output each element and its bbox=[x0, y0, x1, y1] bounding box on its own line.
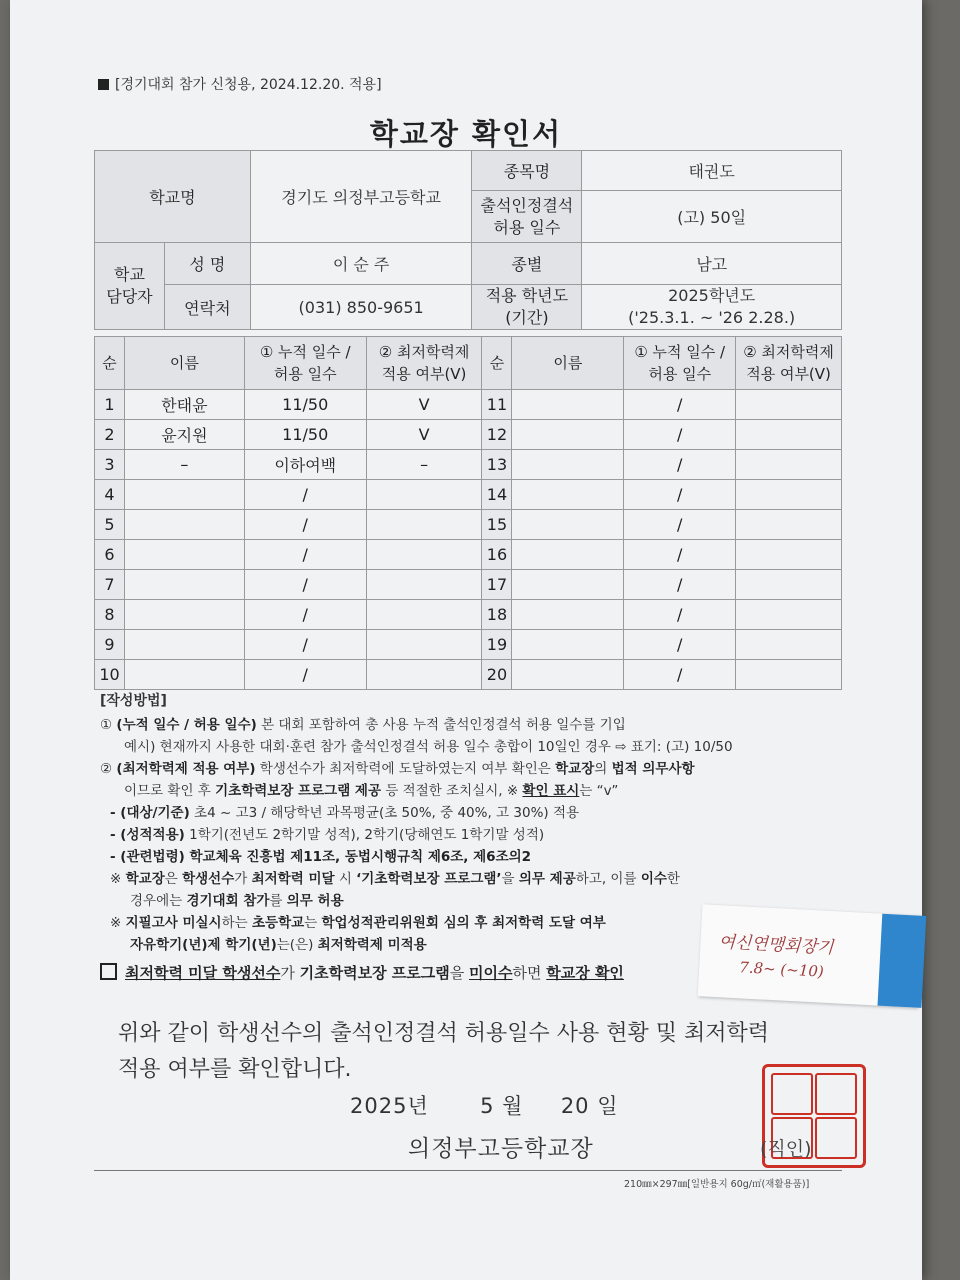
row-no-cell: 16 bbox=[482, 540, 512, 570]
days-cell: 이하여백 bbox=[244, 450, 366, 480]
school-value: 경기도 의정부고등학교 bbox=[250, 151, 472, 243]
issue-date bbox=[350, 1090, 619, 1120]
plus-box-icon bbox=[100, 963, 117, 980]
days-cell: 11/50 bbox=[244, 390, 366, 420]
min-achievement-cell bbox=[736, 660, 842, 690]
col-no-left: 순 bbox=[95, 337, 125, 390]
notice-line: 최저학력 미달 학생선수가 기초학력보장 프로그램을 미이수하면 학교장 확인 bbox=[100, 962, 860, 984]
seal-label: (직인) bbox=[760, 1138, 812, 1160]
year-value: 2025학년도 ('25.3.1. ~ '26 2.28.) bbox=[582, 285, 842, 330]
table-row bbox=[95, 570, 842, 600]
col-name-left: 이름 bbox=[124, 337, 244, 390]
document-page bbox=[10, 0, 922, 1280]
min-achievement-cell bbox=[366, 660, 482, 690]
col-min-left: ② 최저학력제 적용 여부(V) bbox=[366, 337, 482, 390]
instruction-line-1: ① (누적 일수 / 허용 일수) 본 대회 포함하여 총 사용 누적 출석인정결석 허용 일수를 기입 bbox=[100, 717, 626, 733]
student-name-cell bbox=[124, 480, 244, 510]
sticky-note-line-1: 여신연맹회장기 bbox=[718, 932, 834, 959]
table-row bbox=[95, 600, 842, 630]
student-name-cell: 한태윤 bbox=[124, 390, 244, 420]
min-achievement-cell bbox=[736, 600, 842, 630]
student-name-cell bbox=[512, 570, 624, 600]
table-row bbox=[95, 630, 842, 660]
student-name-cell bbox=[512, 420, 624, 450]
manager-label: 학교 담당자 bbox=[95, 243, 165, 330]
attendance-label: 출석인정결석 허용 일수 bbox=[472, 191, 582, 243]
row-no-cell: 2 bbox=[95, 420, 125, 450]
row-no-cell: 15 bbox=[482, 510, 512, 540]
student-name-cell bbox=[512, 450, 624, 480]
table-row bbox=[95, 540, 842, 570]
min-achievement-cell bbox=[366, 600, 482, 630]
row-no-cell: 1 bbox=[95, 390, 125, 420]
student-name-cell bbox=[512, 660, 624, 690]
student-name-cell bbox=[124, 630, 244, 660]
min-achievement-cell: – bbox=[366, 450, 482, 480]
row-no-cell: 14 bbox=[482, 480, 512, 510]
days-cell: / bbox=[244, 480, 366, 510]
instructions-heading: [작성방법] bbox=[100, 693, 167, 709]
row-no-cell: 10 bbox=[95, 660, 125, 690]
student-name-cell: – bbox=[124, 450, 244, 480]
row-no-cell: 13 bbox=[482, 450, 512, 480]
days-cell: / bbox=[624, 390, 736, 420]
row-no-cell: 6 bbox=[95, 540, 125, 570]
days-cell: / bbox=[624, 540, 736, 570]
paper-spec: 210㎜×297㎜[일반용지 60g/㎡(재활용품)] bbox=[624, 1179, 810, 1190]
sport-value: 태권도 bbox=[582, 151, 842, 191]
student-name-cell bbox=[124, 510, 244, 540]
instruction-target: - (대상/기준) 초4 ~ 고3 / 해당학년 과목평균(초 50%, 중 40%, 고 30%) 적용 bbox=[110, 805, 580, 821]
days-cell: / bbox=[624, 480, 736, 510]
date-year: 2025년 bbox=[350, 1094, 429, 1118]
row-no-cell: 3 bbox=[95, 450, 125, 480]
row-no-cell: 20 bbox=[482, 660, 512, 690]
col-days-left: ① 누적 일수 / 허용 일수 bbox=[244, 337, 366, 390]
days-cell: / bbox=[624, 570, 736, 600]
min-achievement-cell bbox=[366, 540, 482, 570]
instruction-line-2-cont: 이므로 확인 후 기초학력보장 프로그램 제공 등 적절한 조치실시, ※ 확인 표시는 “v” bbox=[124, 783, 619, 799]
table-row bbox=[95, 420, 842, 450]
year-label: 적용 학년도 (기간) bbox=[472, 285, 582, 330]
col-name-right: 이름 bbox=[512, 337, 624, 390]
days-cell: / bbox=[244, 510, 366, 540]
col-min-right: ② 최저학력제 적용 여부(V) bbox=[736, 337, 842, 390]
row-no-cell: 12 bbox=[482, 420, 512, 450]
student-name-cell bbox=[124, 660, 244, 690]
instruction-note-2-cont: 자유학기(년)제 학기(년)는(은) 최저학력제 미적용 bbox=[130, 937, 427, 953]
min-achievement-cell bbox=[366, 510, 482, 540]
table-row bbox=[95, 450, 842, 480]
min-achievement-cell bbox=[736, 450, 842, 480]
col-days-right: ① 누적 일수 / 허용 일수 bbox=[624, 337, 736, 390]
days-cell: / bbox=[624, 660, 736, 690]
table-row bbox=[95, 480, 842, 510]
min-achievement-cell bbox=[736, 630, 842, 660]
days-cell: / bbox=[624, 450, 736, 480]
student-name-cell bbox=[512, 630, 624, 660]
date-day: 20 일 bbox=[560, 1094, 619, 1118]
gender-label: 종별 bbox=[472, 243, 582, 285]
header-info-table bbox=[94, 150, 842, 330]
days-cell: 11/50 bbox=[244, 420, 366, 450]
name-value: 이 순 주 bbox=[250, 243, 472, 285]
sticky-note bbox=[698, 904, 923, 1007]
square-bullet-icon bbox=[98, 79, 109, 90]
min-achievement-cell bbox=[366, 630, 482, 660]
sticky-note-tab bbox=[877, 914, 926, 1008]
min-achievement-cell bbox=[736, 420, 842, 450]
contact-value: (031) 850-9651 bbox=[250, 285, 472, 330]
min-achievement-cell bbox=[736, 540, 842, 570]
instruction-example: 예시) 현재까지 사용한 대회·훈련 참가 출석인정결석 허용 일수 총합이 10일인 경우 ⇨ 표기: (고) 10/50 bbox=[124, 739, 733, 755]
min-achievement-cell bbox=[736, 510, 842, 540]
confirmation-statement: 위와 같이 학생선수의 출석인정결석 허용일수 사용 현황 및 최저학력 적용 여부를 확인합니다. bbox=[118, 1021, 770, 1082]
days-cell: / bbox=[244, 660, 366, 690]
form-code: [경기대회 참가 신청용, 2024.12.20. 적용] bbox=[98, 74, 382, 94]
student-roster-table bbox=[94, 336, 842, 690]
row-no-cell: 9 bbox=[95, 630, 125, 660]
contact-label: 연락처 bbox=[164, 285, 250, 330]
date-month: 5 월 bbox=[480, 1094, 524, 1118]
row-no-cell: 5 bbox=[95, 510, 125, 540]
row-no-cell: 8 bbox=[95, 600, 125, 630]
days-cell: / bbox=[624, 600, 736, 630]
min-achievement-cell: V bbox=[366, 420, 482, 450]
student-name-cell bbox=[124, 540, 244, 570]
table-row bbox=[95, 660, 842, 690]
days-cell: / bbox=[244, 570, 366, 600]
days-cell: / bbox=[624, 420, 736, 450]
days-cell: / bbox=[624, 510, 736, 540]
name-label: 성 명 bbox=[164, 243, 250, 285]
min-achievement-cell bbox=[736, 570, 842, 600]
student-name-cell bbox=[512, 480, 624, 510]
instruction-note-2: ※ 지필고사 미실시하는 초등학교는 학업성적관리위원회 심의 후 최저학력 도달 여부 bbox=[110, 915, 606, 931]
row-no-cell: 4 bbox=[95, 480, 125, 510]
table-row bbox=[95, 510, 842, 540]
row-no-cell: 7 bbox=[95, 570, 125, 600]
days-cell: / bbox=[244, 600, 366, 630]
student-name-cell bbox=[124, 600, 244, 630]
attendance-value: (고) 50일 bbox=[582, 191, 842, 243]
student-name-cell bbox=[512, 510, 624, 540]
sticky-note-line-2: 7.8~ (~10) bbox=[738, 958, 825, 981]
document-title: 학교장 확인서 bbox=[369, 117, 563, 151]
bottom-rule bbox=[94, 1170, 842, 1171]
min-achievement-cell bbox=[366, 480, 482, 510]
row-no-cell: 18 bbox=[482, 600, 512, 630]
instruction-note-1: ※ 학교장은 학생선수가 최저학력 미달 시 ‘기초학력보장 프로그램’을 의무 제공하고, 이를 이수한 bbox=[110, 871, 680, 887]
gender-value: 남고 bbox=[582, 243, 842, 285]
school-label: 학교명 bbox=[95, 151, 251, 243]
sport-label: 종목명 bbox=[472, 151, 582, 191]
principal-name: 의정부고등학교장 bbox=[408, 1136, 594, 1162]
days-cell: / bbox=[244, 540, 366, 570]
row-no-cell: 11 bbox=[482, 390, 512, 420]
min-achievement-cell bbox=[366, 570, 482, 600]
instruction-line-2: ② (최저학력제 적용 여부) 학생선수가 최저학력에 도달하였는지 여부 확인은 학교장의 법적 의무사항 bbox=[100, 761, 695, 777]
min-achievement-cell: V bbox=[366, 390, 482, 420]
row-no-cell: 17 bbox=[482, 570, 512, 600]
student-name-cell bbox=[512, 390, 624, 420]
student-name-cell: 윤지원 bbox=[124, 420, 244, 450]
days-cell: / bbox=[244, 630, 366, 660]
col-no-right: 순 bbox=[482, 337, 512, 390]
student-name-cell bbox=[512, 600, 624, 630]
student-name-cell bbox=[512, 540, 624, 570]
table-row bbox=[95, 390, 842, 420]
student-name-cell bbox=[124, 570, 244, 600]
min-achievement-cell bbox=[736, 390, 842, 420]
row-no-cell: 19 bbox=[482, 630, 512, 660]
instruction-grades: - (성적적용) 1학기(전년도 2학기말 성적), 2학기(당해연도 1학기말 성적) bbox=[110, 827, 545, 843]
instruction-note-1-cont: 경우에는 경기대회 참가를 의무 허용 bbox=[130, 893, 344, 909]
min-achievement-cell bbox=[736, 480, 842, 510]
instruction-law: - (관련법령) 학교체육 진흥법 제11조, 동법시행규칙 제6조, 제6조의2 bbox=[110, 849, 532, 865]
days-cell: / bbox=[624, 630, 736, 660]
